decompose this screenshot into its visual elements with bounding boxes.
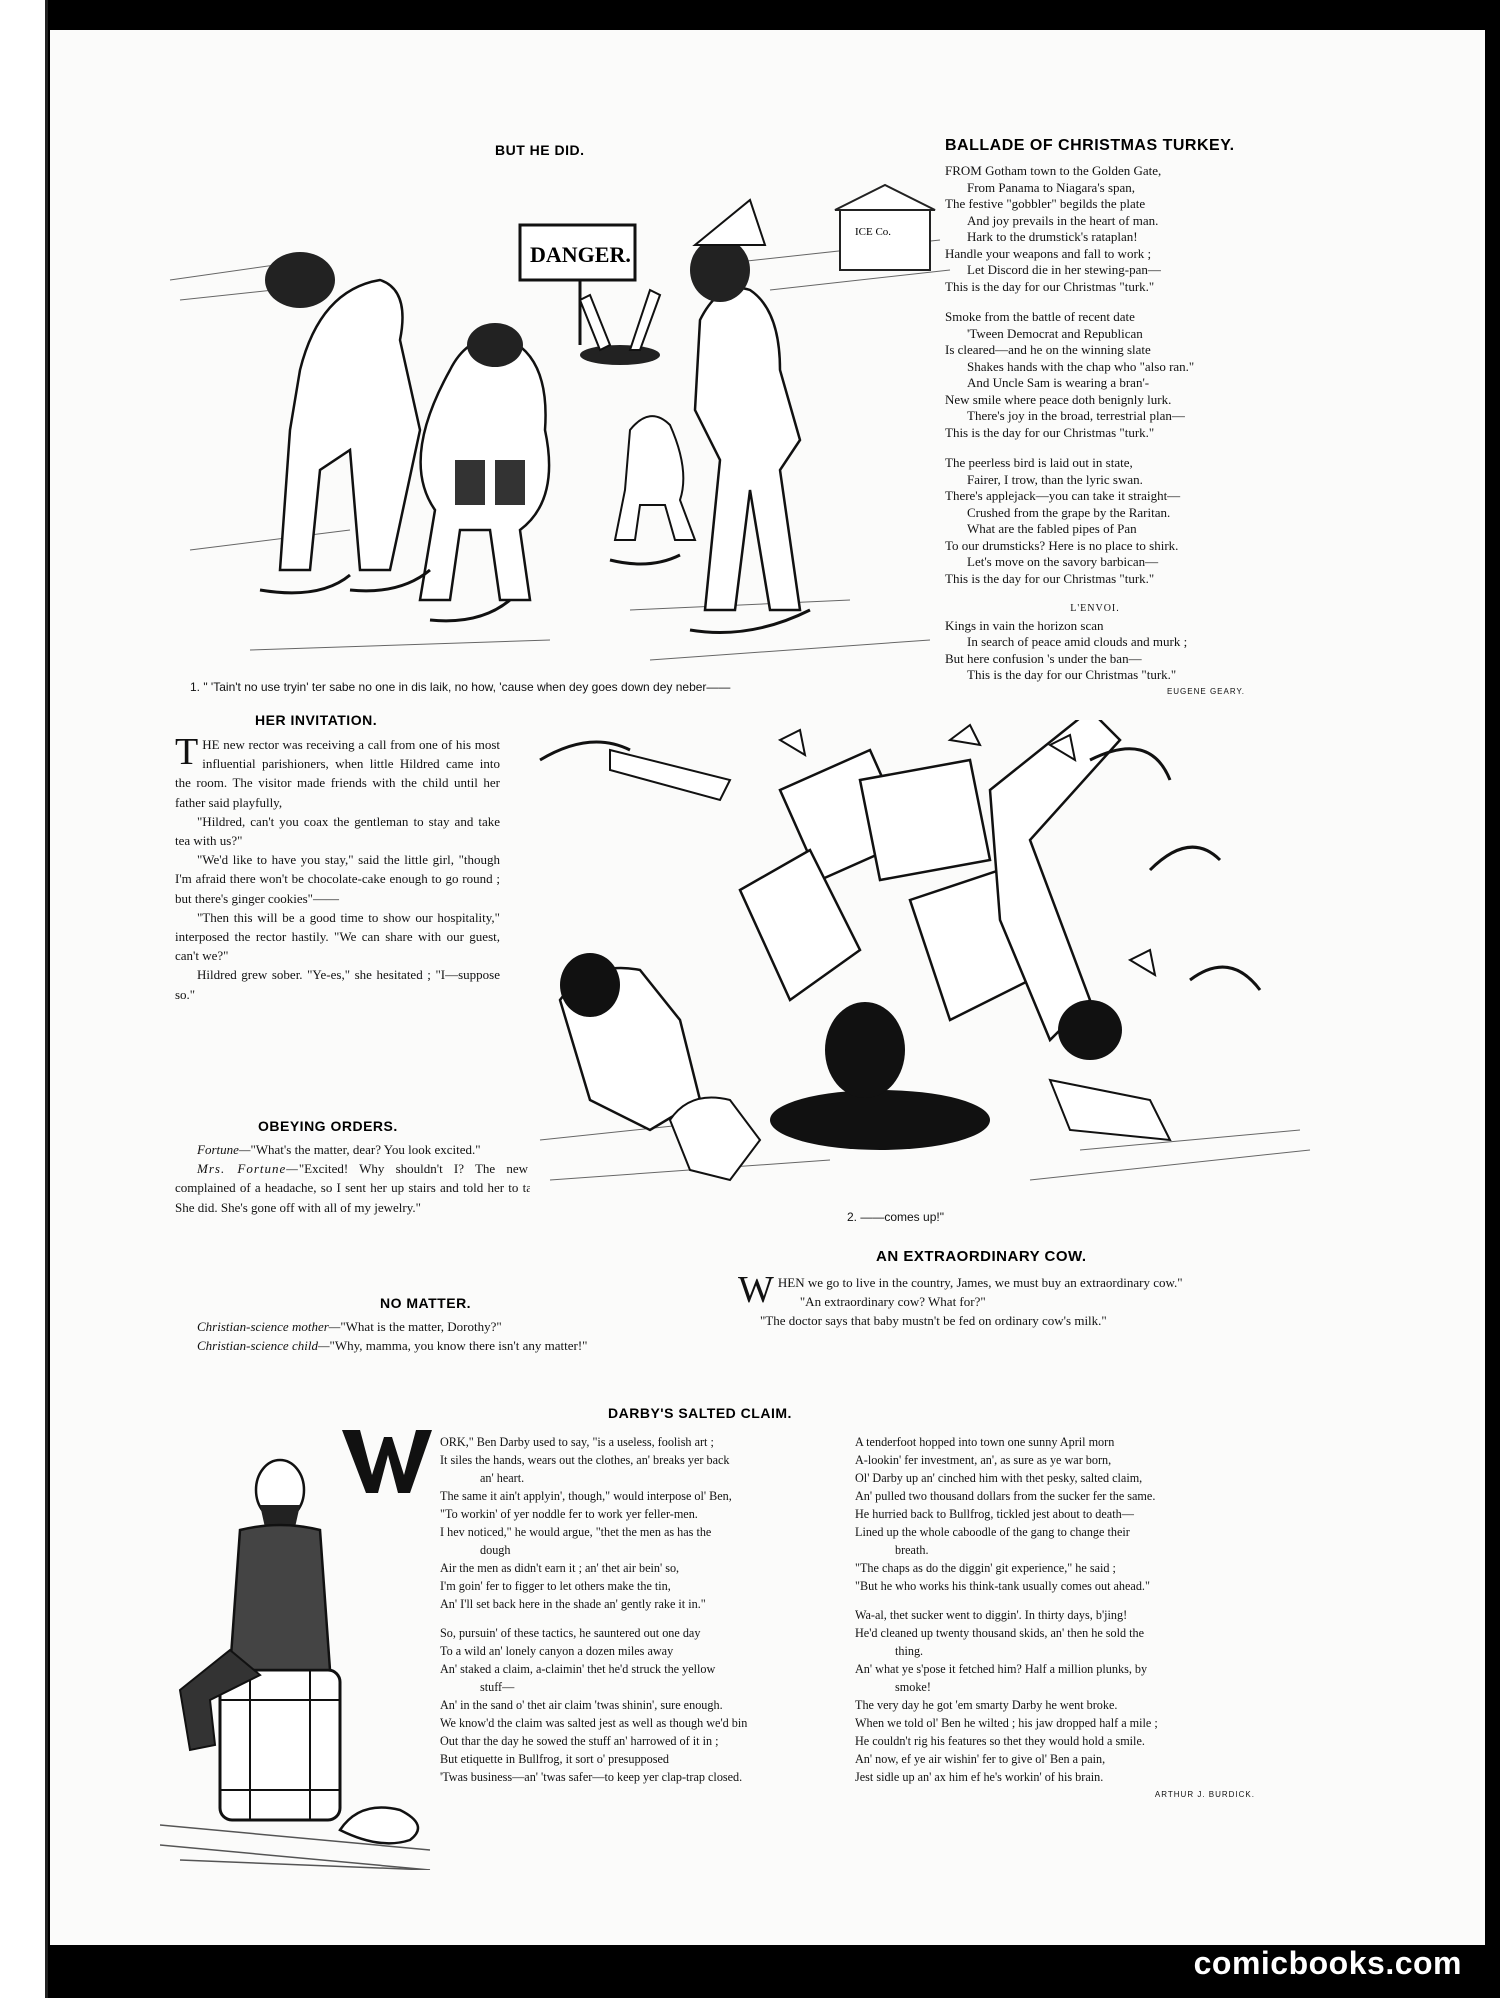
poem-line: An' in the sand o' thet air claim 'twas shinin', sure enough.: [440, 1698, 723, 1712]
poem-line: FROM Gotham town to the Golden Gate,: [945, 163, 1162, 178]
poem-line: thing.: [895, 1644, 924, 1658]
poem-line: "To workin' of yer noddle fer to work yer feller-men.: [440, 1507, 698, 1521]
poem-line: To our drumsticks? Here is no place to shirk.: [945, 537, 1179, 553]
paragraph: "Hildred, can't you coax the gentleman to stay and take tea with us?": [175, 813, 500, 849]
poem-line: ORK," Ben Darby used to say, "is a useless, foolish art ;: [440, 1435, 714, 1449]
poem-line: An' pulled two thousand dollars from the sucker fer the same.: [855, 1489, 1156, 1503]
paragraph: "Then this will be a good time to show our hospitality," interposed the rector hastily. "We can share with our guest, can't we?": [175, 909, 500, 964]
ballade-stanza-3: [945, 455, 1245, 587]
poem-line: An' staked a claim, a-claimin' thet he'd struck the yellow: [440, 1662, 716, 1676]
poem-line: And joy prevails in the heart of man.: [967, 212, 1159, 228]
poem-line: An' I'll set back here in the shade an' gently rake it in.": [440, 1597, 706, 1611]
poem-line: To a wild an' lonely canyon a dozen miles away: [440, 1644, 674, 1658]
poem-line: In search of peace amid clouds and murk ;: [967, 634, 1188, 649]
poem-line: dough: [480, 1543, 511, 1557]
dialogue: "Excited! Why shouldn't I? The new chambermaid complained of a headache, so I sent her up stairs and told her to take things easy. She did. She's gone off with all of my jewelry.": [175, 1161, 611, 1215]
poem-line: smoke!: [895, 1680, 931, 1694]
ballade-author: EUGENE GEARY.: [1166, 686, 1245, 696]
invitation-text: [175, 731, 500, 1004]
magazine-page: [50, 30, 1485, 1945]
poem-line: But etiquette in Bullfrog, it sort o' presupposed: [440, 1752, 669, 1766]
previous-page-edge: [0, 0, 48, 1998]
poem-line: This is the day for our Christmas "turk.": [967, 667, 1177, 682]
dropcap: T: [175, 731, 199, 773]
darby-author: ARTHUR J. BURDICK.: [1154, 1790, 1255, 1799]
cartoon1-title: BUT HE DID.: [495, 142, 585, 158]
poem-line: We know'd the claim was salted jest as well as though we'd bin: [440, 1716, 748, 1730]
poem-line: Is cleared—and he on the winning slate: [945, 342, 1151, 357]
poem-line: Out thar the day he sowed the stuff an' harrowed of it in ;: [440, 1734, 719, 1748]
poem-line: I'm goin' fer to figger to let others make the tin,: [440, 1579, 671, 1593]
poem-line: The peerless bird is laid out in state,: [945, 455, 1133, 470]
watermark: comicbooks.com: [1193, 1945, 1462, 1981]
dialogue: "What's the matter, dear? You look excited.": [250, 1142, 481, 1157]
invitation-title: HER INVITATION.: [255, 712, 378, 728]
poem-line: Let Discord die in her stewing-pan—: [967, 262, 1161, 277]
cartoon1-caption: 1. " 'Tain't no use tryin' ter sabe no one in dis laik, no how, 'cause when dey goes down dey neber——: [190, 680, 731, 694]
poem-line: Lined up the whole caboodle of the gang to change their: [855, 1525, 1130, 1539]
poem-line: From Panama to Niagara's span,: [967, 179, 1136, 195]
poem-line: I hev noticed," he would argue, "thet the men as has the: [440, 1525, 712, 1539]
poem-line: Wa-al, thet sucker went to diggin'. In thirty days, b'jing!: [855, 1608, 1128, 1622]
paragraph: "An extraordinary cow? What for?": [799, 1294, 986, 1310]
poem-line: This is the day for our Christmas "turk.": [945, 424, 1155, 440]
speaker: Mrs. Fortune—: [197, 1161, 299, 1177]
poem-line: an' heart.: [480, 1471, 525, 1485]
poem-line: stuff—: [480, 1680, 515, 1694]
dialogue: "What is the matter, Dorothy?": [340, 1319, 502, 1334]
darby-dropcap-w: [342, 1425, 432, 1495]
nomatter-text: [175, 1317, 610, 1355]
poem-line: breath.: [895, 1543, 929, 1557]
poem-line: Smoke from the battle of recent date: [945, 309, 1135, 324]
cartoon2-illustration: [530, 720, 1320, 1210]
poem-line: He'd cleaned up twenty thousand skids, an' then he sold the: [855, 1626, 1145, 1640]
poem-line: It siles the hands, wears out the clothes, an' breaks yer back: [440, 1453, 730, 1467]
darby-column-1: [440, 1433, 747, 1786]
poem-line: New smile where peace doth benignly lurk.: [945, 391, 1172, 407]
poem-line: Handle your weapons and fall to work ;: [945, 245, 1152, 261]
cow-title: AN EXTRAORDINARY COW.: [876, 1248, 1087, 1265]
poem-line: Fairer, I trow, than the lyric swan.: [967, 471, 1143, 487]
poem-line: Kings in vain the horizon scan: [945, 617, 1104, 633]
poem-line: Air the men as didn't earn it ; an' thet air bein' so,: [440, 1561, 680, 1575]
ballade-title: BALLADE OF CHRISTMAS TURKEY.: [945, 137, 1235, 154]
paragraph: "We'd like to have you stay," said the little girl, "though I'm afraid there won't be chocolate-cake enough to go round ; but there's ginger cookies"——: [175, 852, 500, 906]
poem-line: "The chaps as do the diggin' git experience," he said ;: [855, 1561, 1116, 1575]
speaker: Fortune—: [197, 1142, 251, 1157]
cow-text: [738, 1269, 1330, 1331]
poem-line: Let's move on the savory barbican—: [967, 554, 1159, 569]
poem-line: Ol' Darby up an' cinched him with thet pesky, salted claim,: [855, 1471, 1143, 1485]
poem-line: What are the fabled pipes of Pan: [967, 521, 1137, 536]
poem-line: 'Tween Democrat and Republican: [967, 325, 1143, 341]
poem-line: An' what ye s'pose it fetched him? Half a million plunks, by: [855, 1662, 1148, 1676]
poem-line: The very day he got 'em smarty Darby he went broke.: [855, 1698, 1118, 1712]
poem-line: A-lookin' fer investment, an', as sure as ye war born,: [855, 1453, 1112, 1467]
dropcap: W: [738, 1269, 774, 1311]
poem-line: Shakes hands with the chap who "also ran.": [967, 358, 1195, 374]
cartoon2-caption: 2. ——comes up!": [847, 1210, 944, 1224]
poem-line: An' now, ef ye air wishin' fer to give ol' Ben a pain,: [855, 1752, 1106, 1766]
nomatter-title: NO MATTER.: [380, 1295, 472, 1311]
poem-line: The same it ain't applyin', though," would interpose ol' Ben,: [440, 1489, 732, 1503]
paragraph: HEN we go to live in the country, James, we must buy an extraordinary cow.": [777, 1275, 1183, 1290]
cartoon1-illustration: [150, 170, 965, 690]
darby-title: DARBY'S SALTED CLAIM.: [608, 1405, 792, 1421]
obeying-title: OBEYING ORDERS.: [258, 1118, 398, 1134]
paragraph: HE new rector was receiving a call from one of his most influential parishioners, when little Hildred came into the room. The visitor made friends with the child until her father said playfully,: [175, 737, 500, 810]
paragraph: Hildred grew sober. "Ye-es," she hesitated ; "I—suppose so.": [175, 967, 500, 1002]
poem-line: There's applejack—you can take it straight—: [945, 488, 1181, 503]
speaker: Christian-science mother—: [197, 1319, 341, 1334]
envoi-title: L'ENVOI.: [1070, 603, 1120, 614]
poem-line: But here confusion 's under the ban—: [945, 650, 1142, 666]
danger-sign: DANGER.: [530, 242, 631, 267]
poem-line: Crushed from the grape by the Raritan.: [967, 504, 1171, 520]
ballade-poem: [945, 163, 1245, 700]
paragraph: "The doctor says that baby mustn't be fed on ordinary cow's milk.": [760, 1313, 1107, 1329]
poem-line: And Uncle Sam is wearing a bran'-: [967, 375, 1150, 390]
speaker: Christian-science child—: [197, 1338, 330, 1354]
poem-line: He hurried back to Bullfrog, tickled jest about to death—: [855, 1507, 1134, 1521]
ice-company-sign: ICE Co.: [855, 226, 892, 238]
poem-line: This is the day for our Christmas "turk.": [945, 278, 1155, 294]
darby-column-2: [855, 1433, 1255, 1804]
poem-line: He couldn't rig his features so thet they would hold a smile.: [855, 1734, 1145, 1748]
ballade-stanza-2: [945, 309, 1245, 441]
dialogue: "Why, mamma, you know there isn't any matter!": [329, 1338, 588, 1354]
poem-line: 'Twas business—an' 'twas safer—to keep yer clap-trap closed.: [440, 1770, 743, 1784]
poem-line: The festive "gobbler" begilds the plate: [945, 196, 1146, 211]
poem-line: This is the day for our Christmas "turk.": [945, 570, 1155, 586]
poem-line: Jest sidle up an' ax him ef he's workin' of his brain.: [855, 1770, 1104, 1784]
poem-line: Hark to the drumstick's rataplan!: [967, 229, 1138, 244]
poem-line: So, pursuin' of these tactics, he sauntered out one day: [440, 1626, 701, 1640]
poem-line: When we told ol' Ben he wilted ; his jaw dropped half a mile ;: [855, 1716, 1158, 1730]
poem-line: A tenderfoot hopped into town one sunny April morn: [855, 1435, 1115, 1449]
darby-illustration: [160, 1430, 440, 1870]
ballade-stanza-1: [945, 163, 1245, 295]
poem-line: "But he who works his think-tank usually comes out ahead.": [855, 1579, 1150, 1593]
poem-line: There's joy in the broad, terrestrial plan—: [967, 408, 1185, 423]
